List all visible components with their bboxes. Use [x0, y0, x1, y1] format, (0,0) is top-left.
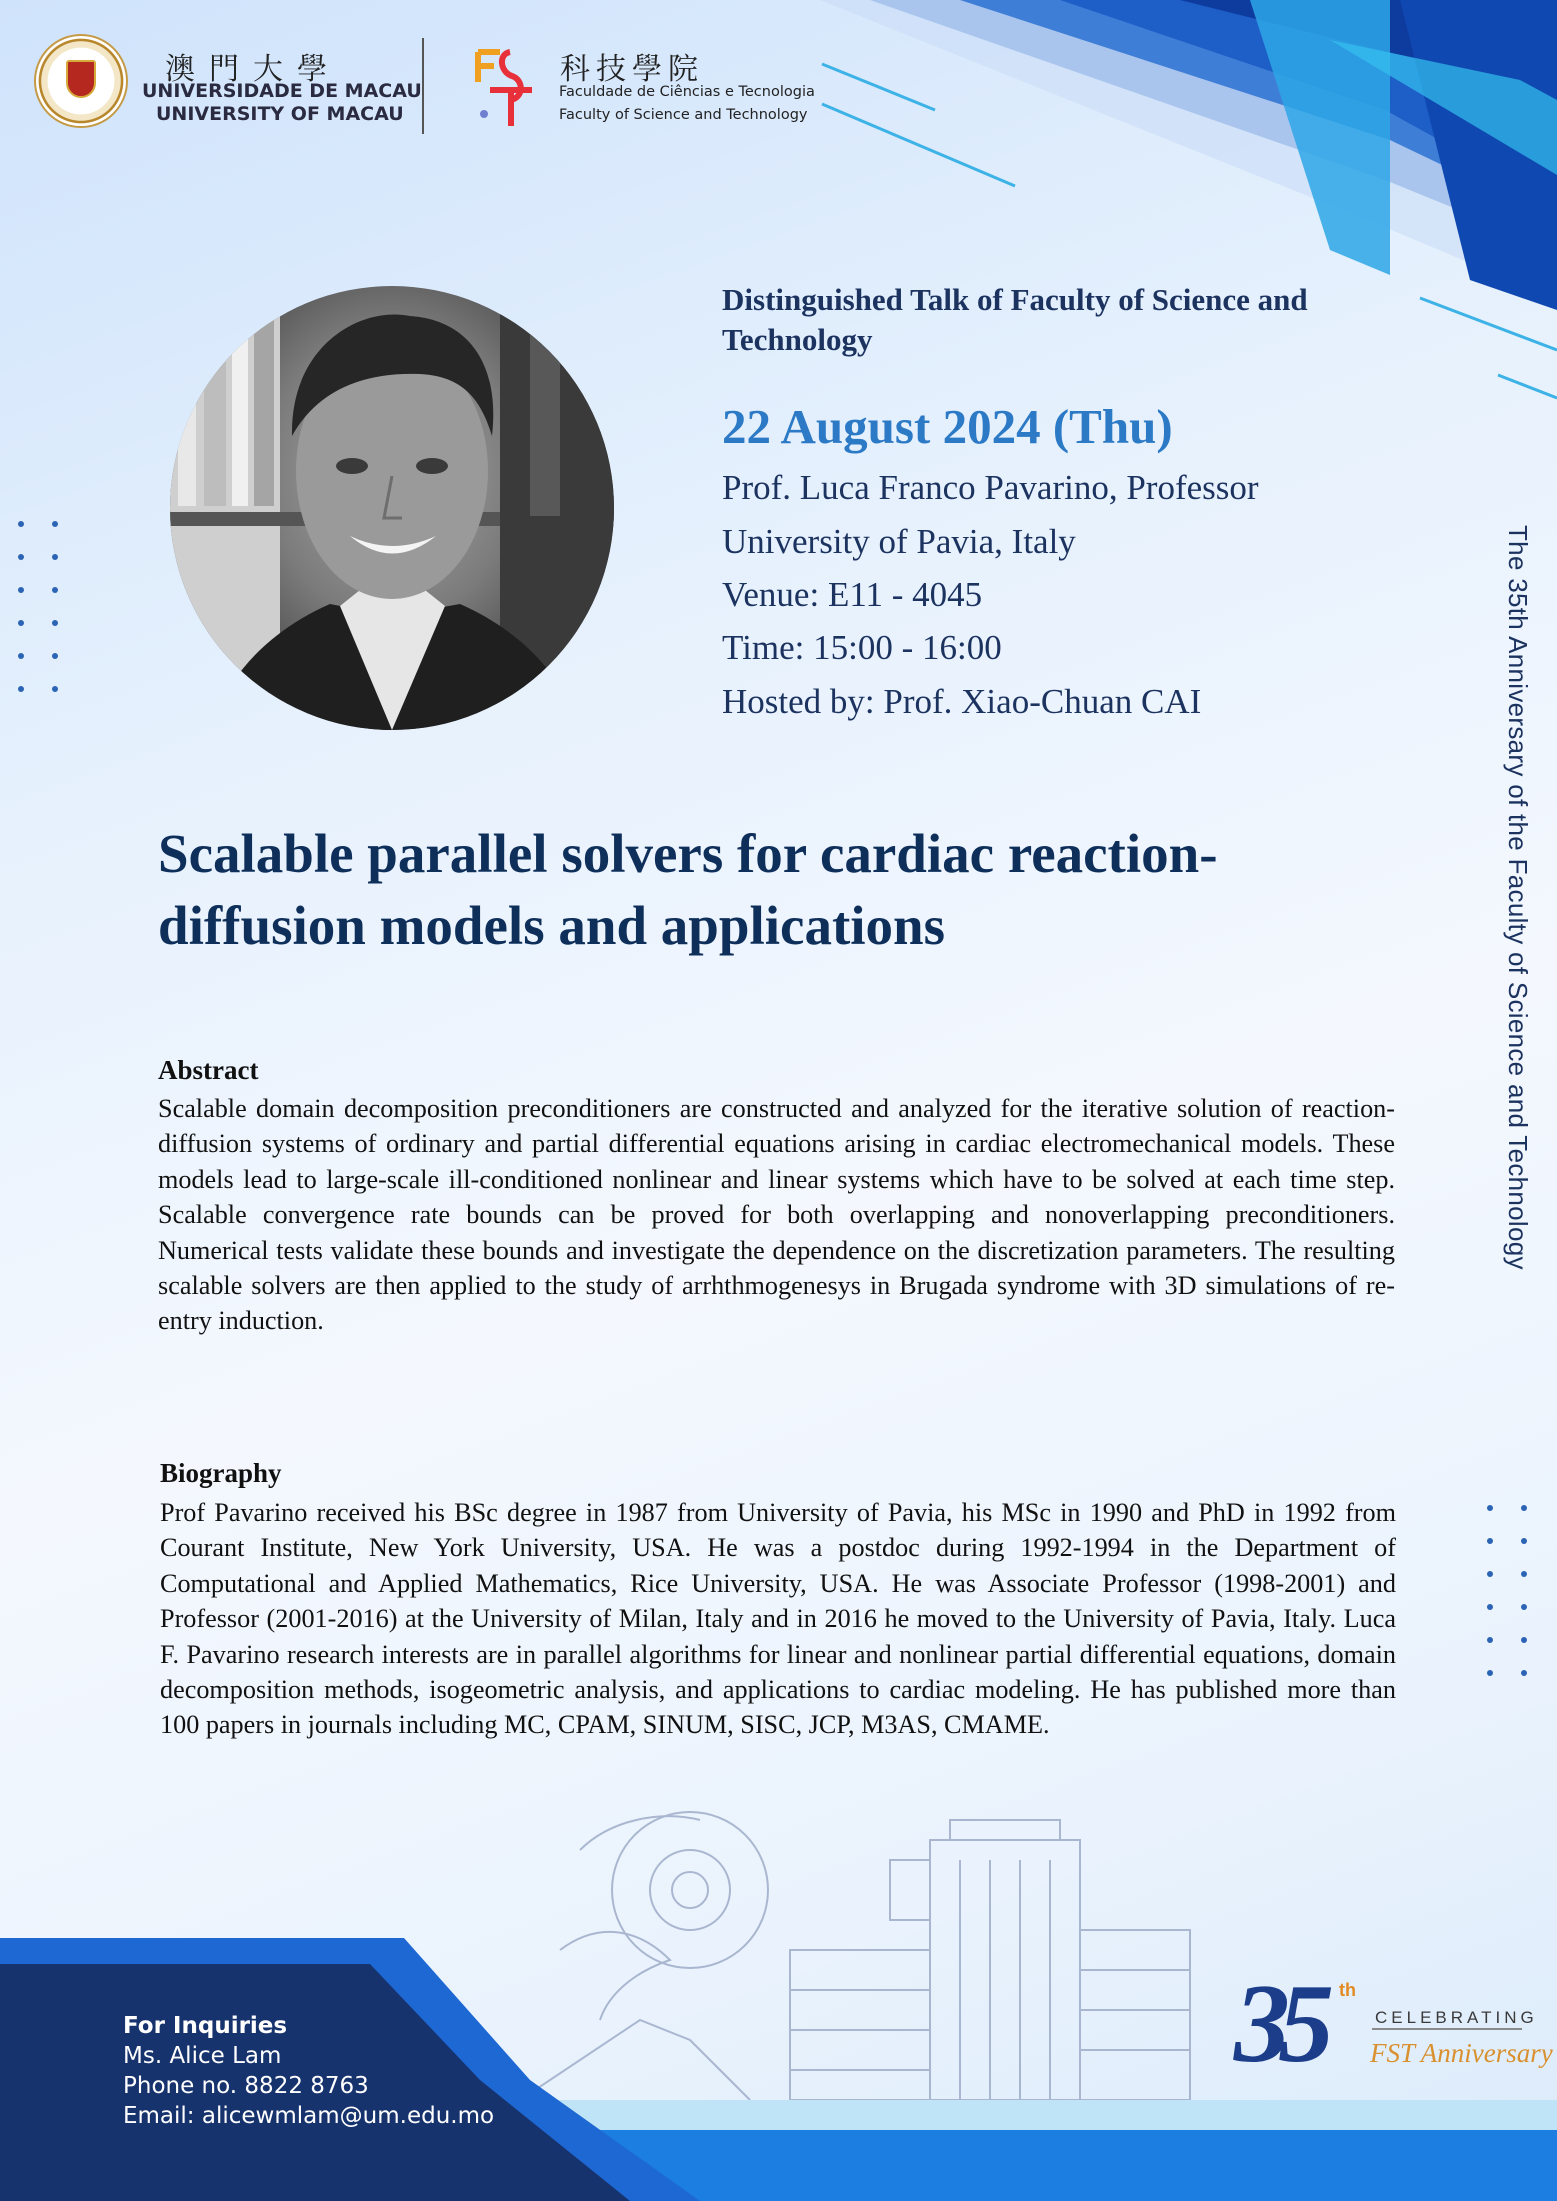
um-name-zh: 澳門大學	[165, 52, 341, 87]
event-date: 22 August 2024 (Thu)	[722, 399, 1173, 454]
inquiries-heading: For Inquiries	[123, 2013, 288, 2039]
biography-heading: Biography	[160, 1458, 282, 1488]
abstract-heading: Abstract	[158, 1055, 259, 1085]
fst-name-en: Faculty of Science and Technology	[559, 107, 808, 123]
biography-text: Prof Pavarino received his BSc degree in 1987 from University of Pavia, his MSc in 1990 and PhD in 1992 from Courant Institute, New York University, USA. He was a postdoc during 1992-1994 in the Department of Computational and Applied Mathematics, Rice University, USA. He was Associate Professor (1998-2001) and Professor (2001-2016) at the University of Milan, Italy and in 2016 he moved to the University of Pavia, Italy. Luca F. Pavarino research interests are in parallel algorithms for linear and nonlinear partial differential equations, domain decomposition methods, isogeometric analysis, and applications to cardiac modeling. He has published more than 100 papers in journals including MC, CPAM, SINUM, SISC, JCP, M3AS, CMAME.	[160, 1498, 1396, 1740]
event-host: Hosted by: Prof. Xiao-Chuan CAI	[722, 682, 1202, 721]
anniversary-suffix: th	[1339, 1980, 1356, 2000]
speaker-name: Prof. Luca Franco Pavarino, Professor	[722, 468, 1259, 507]
left-dots-decoration	[18, 521, 60, 692]
inquiries-contact-name: Ms. Alice Lam	[123, 2043, 282, 2069]
fst-logo	[470, 42, 540, 130]
anniversary-label: FST Anniversary	[1370, 2038, 1553, 2068]
um-name-en: UNIVERSITY OF MACAU	[156, 103, 404, 125]
event-venue: Venue: E11 - 4045	[722, 575, 983, 614]
anniversary-side-text: The 35th Anniversary of the Faculty of Science and Technology	[1503, 525, 1533, 1270]
speaker-affiliation: University of Pavia, Italy	[722, 522, 1076, 561]
inquiries-email[interactable]: Email: alicewmlam@um.edu.mo	[123, 2103, 495, 2129]
um-name-pt: UNIVERSIDADE DE MACAU	[142, 80, 422, 102]
event-time: Time: 15:00 - 16:00	[722, 628, 1002, 667]
right-dots-decoration	[1487, 1505, 1529, 1676]
anniversary-number: 35	[1234, 1962, 1322, 2086]
talk-series-title: Distinguished Talk of Faculty of Science and Technology	[722, 282, 1308, 357]
inquiries-phone: Phone no. 8822 8763	[123, 2073, 369, 2099]
fst-name-zh: 科技學院	[560, 52, 704, 87]
anniversary-celebrating: CELEBRATING	[1375, 2008, 1538, 2027]
abstract-text: Scalable domain decomposition preconditioners are constructed and analyzed for the iterative solution of reaction-diffusion systems of ordinary and partial differential equations arising in cardiac electromechanical models. These models lead to large-scale ill-conditioned nonlinear and linear systems which have to be solved at each time step. Scalable convergence rate bounds can be proved for both overlapping and nonoverlapping preconditioners. Numerical tests validate these bounds and investigate the dependence on the discretization parameters. The resulting scalable solvers are then applied to the study of arrhthmogenesys in Brugada syndrome with 3D simulations of re-entry induction.	[158, 1094, 1395, 1336]
header-divider	[422, 38, 424, 134]
fst-name-pt: Faculdade de Ciências e Tecnologia	[559, 84, 815, 100]
speaker-portrait	[170, 286, 614, 730]
um-seal-shield-icon	[66, 60, 96, 98]
anniversary-divider	[1372, 2028, 1522, 2030]
talk-title: Scalable parallel solvers for cardiac reaction-diffusion models and applications	[158, 823, 1218, 956]
